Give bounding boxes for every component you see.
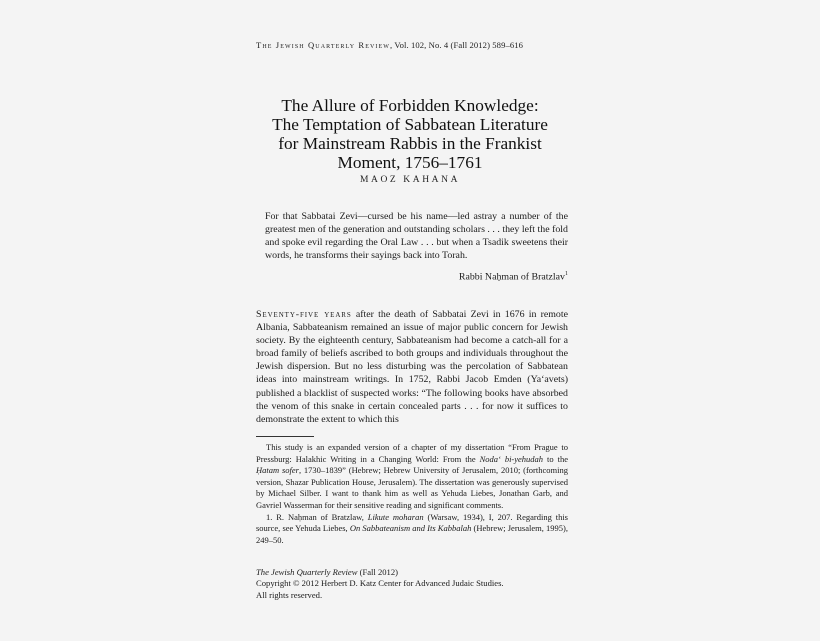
body-paragraph bbox=[256, 308, 568, 426]
body-text: after the death of Sabbatai Zevi in 1676 in remote Albania, Sabbateanism remained an issue of major public concern for Jewish society. By the eighteenth century, Sabbateanism had become a catch-all for a broad family of beliefs ascribed to both groups and individuals throughout the Jewish dispersion. But no less disturbing was the percolation of Sabbatean ideas into mainstream writings. In 1752, Rabbi Jacob Emden (Ya‘avets) published a blacklist of suspected works: “The following books have absorbed the venom of this snake in certain concealed parts . . . for now it suffices to demonstrate the extent to which this bbox=[256, 309, 568, 425]
title-line: The Temptation of Sabbatean Literature bbox=[272, 115, 548, 134]
epigraph-text: For that Sabbatai Zevi—cursed be his name—led astray a number of the greatest men of the generation and outstanding scholars . . . they left the fold and spoke evil regarding the Oral Law . . . but when a Tsadik sweetens their words, he transforms their sayings back into Torah. bbox=[265, 211, 568, 262]
copyright-journal-line bbox=[256, 567, 576, 578]
footnote-title: On Sabbateanism and Its Kabbalah bbox=[349, 523, 472, 534]
footnote-1 bbox=[256, 512, 568, 547]
copyright-block bbox=[256, 567, 576, 601]
issue-info: , Vol. 102, No. 4 (Fall 2012) 589–616 bbox=[390, 40, 524, 50]
author-name: MAOZ KAHANA bbox=[359, 175, 461, 185]
copyright-line: Copyright © 2012 Herbert D. Katz Center for Advanced Judaic Studies. bbox=[256, 578, 504, 589]
copyright-issue: (Fall 2012) bbox=[357, 567, 399, 577]
epigraph-source bbox=[265, 271, 568, 282]
footnotes bbox=[256, 442, 568, 546]
footnote-text: , 1730–1839” (Hebrew; Hebrew University of Jerusalem, 2010; (forthcoming version, Shazar Publication House, Jerusalem). The dissertation was generously supervised by Michael Silber. I want to thank him as well as Yehuda Liebes, Jonathan Garb, and Gavriel Wasserman for their sensitive reading and significant comments. bbox=[256, 465, 568, 510]
footnote-mark: 1 bbox=[565, 271, 568, 277]
journal-name: The Jewish Quarterly Review bbox=[256, 40, 391, 50]
footnote-text: to the bbox=[543, 453, 569, 464]
footnote-title: Noda‘ bi-yehudah bbox=[479, 453, 544, 464]
title-line: for Mainstream Rabbis in the Frankist bbox=[278, 134, 542, 153]
footnote-text: 1. R. Naḥman of Bratzlaw, bbox=[266, 511, 368, 522]
footnote-title: Likute moharan bbox=[367, 511, 424, 522]
title-line: Moment, 1756–1761 bbox=[337, 153, 483, 172]
footnote-text: This study is an expanded version of a chapter of my dissertation “From Prague to Pressburg: Halakhic Writing in a Changing World: From the bbox=[256, 442, 568, 464]
copyright-journal: The Jewish Quarterly Review bbox=[256, 567, 358, 577]
title-line: The Allure of Forbidden Knowledge: bbox=[281, 96, 539, 115]
article-title bbox=[240, 96, 580, 172]
epigraph-source-name: Rabbi Naḥman of Bratzlav bbox=[458, 271, 565, 283]
lead-words: Seventy-five years bbox=[256, 309, 352, 320]
footnote-title: Ḥatam sofer bbox=[256, 465, 299, 476]
rights-line: All rights reserved. bbox=[256, 589, 323, 600]
footnote-text: (Hebrew; Jerusalem, 1995), 249–50. bbox=[256, 523, 568, 545]
footnote-acknowledgement bbox=[256, 442, 568, 512]
footnote-rule bbox=[256, 436, 314, 437]
running-header bbox=[256, 40, 576, 50]
footnote-text: (Warsaw, 1934), I, 207. Regarding this source, see Yehuda Liebes, bbox=[256, 511, 568, 534]
